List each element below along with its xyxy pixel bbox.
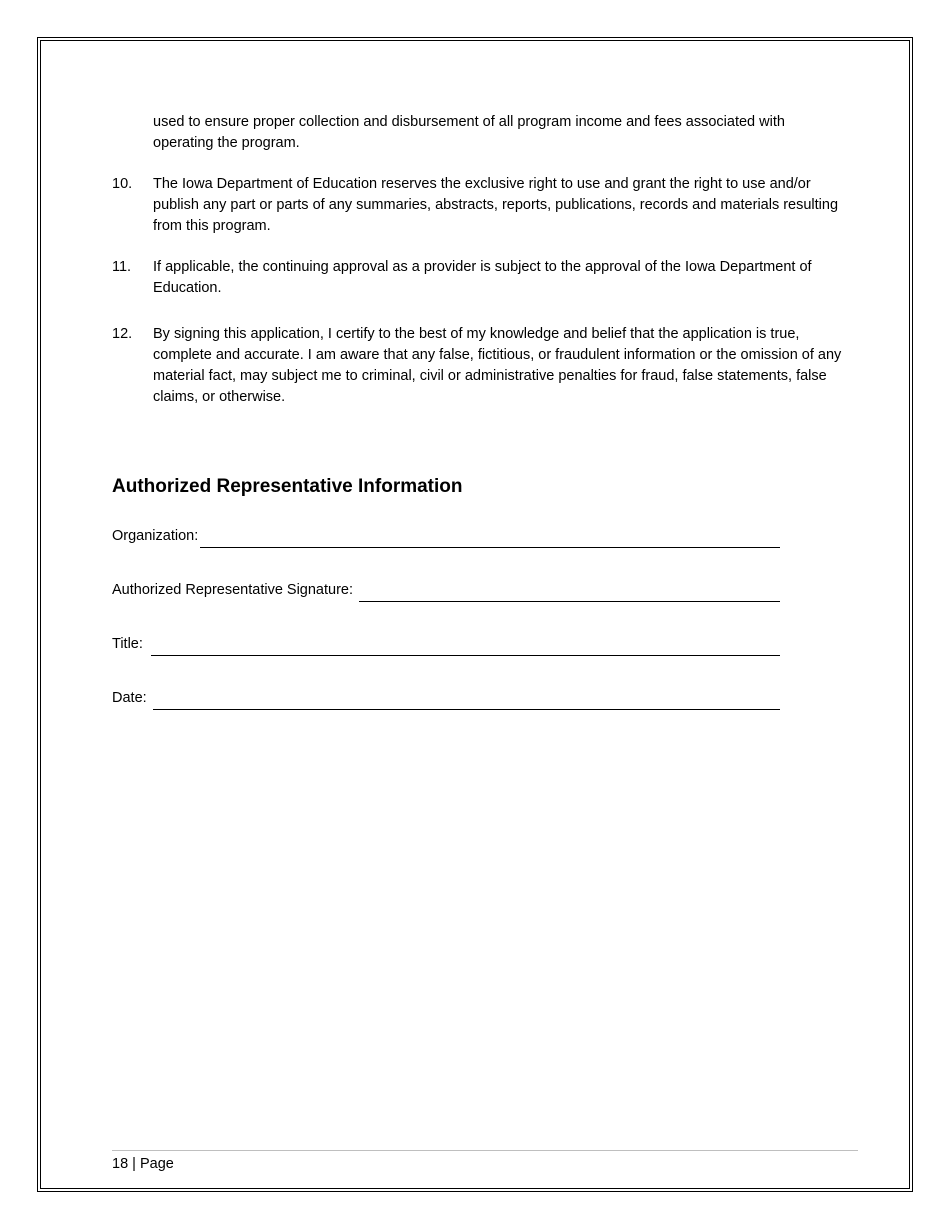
footer-divider [112,1150,858,1151]
organization-field[interactable] [200,547,780,548]
list-number: 12. [112,326,133,342]
list-item-text: The Iowa Department of Education reserves the exclusive right to use and grant the right to use and/or publish any part or parts of any summaries, abstracts, reports, publications, records and materials resulting from this program. [153,176,839,234]
date-label: Date: [112,690,147,706]
date-row [112,688,780,709]
list-item-text: If applicable, the continuing approval as a provider is subject to the approval of the Iowa Department of Education. [153,259,812,296]
title-field[interactable] [151,655,780,656]
list-number: 11. [112,259,132,275]
signature-label: Authorized Representative Signature: [112,582,354,598]
list-item-11 [112,257,847,299]
title-label: Title: [112,636,143,652]
page-footer [112,1154,174,1174]
organization-row [112,526,780,547]
list-number: 10. [112,176,133,192]
title-row [112,634,780,655]
list-item-12 [112,324,847,408]
date-field[interactable] [153,709,780,710]
page-label: Page [139,1156,174,1172]
page-number: 18 [112,1156,129,1172]
representative-form [112,526,847,709]
list-item-text: By signing this application, I certify to the best of my knowledge and belief that the application is true, complete and accurate. I am aware that any false, fictitious, or fraudulent information or the omission of any material fact, may subject me to criminal, civil or administrative penalties for fraud, false statements, false claims, or otherwise. [153,326,842,405]
section-heading: Authorized Representative Information [112,476,463,497]
signature-row [112,580,780,601]
list-item-10 [112,174,847,237]
signature-field[interactable] [359,601,780,602]
document-body [112,112,847,742]
continuation-paragraph: used to ensure proper collection and disbursement of all program income and fees associated with operating the program. [153,114,785,151]
footer-separator: | [132,1156,136,1172]
organization-label: Organization: [112,528,199,544]
